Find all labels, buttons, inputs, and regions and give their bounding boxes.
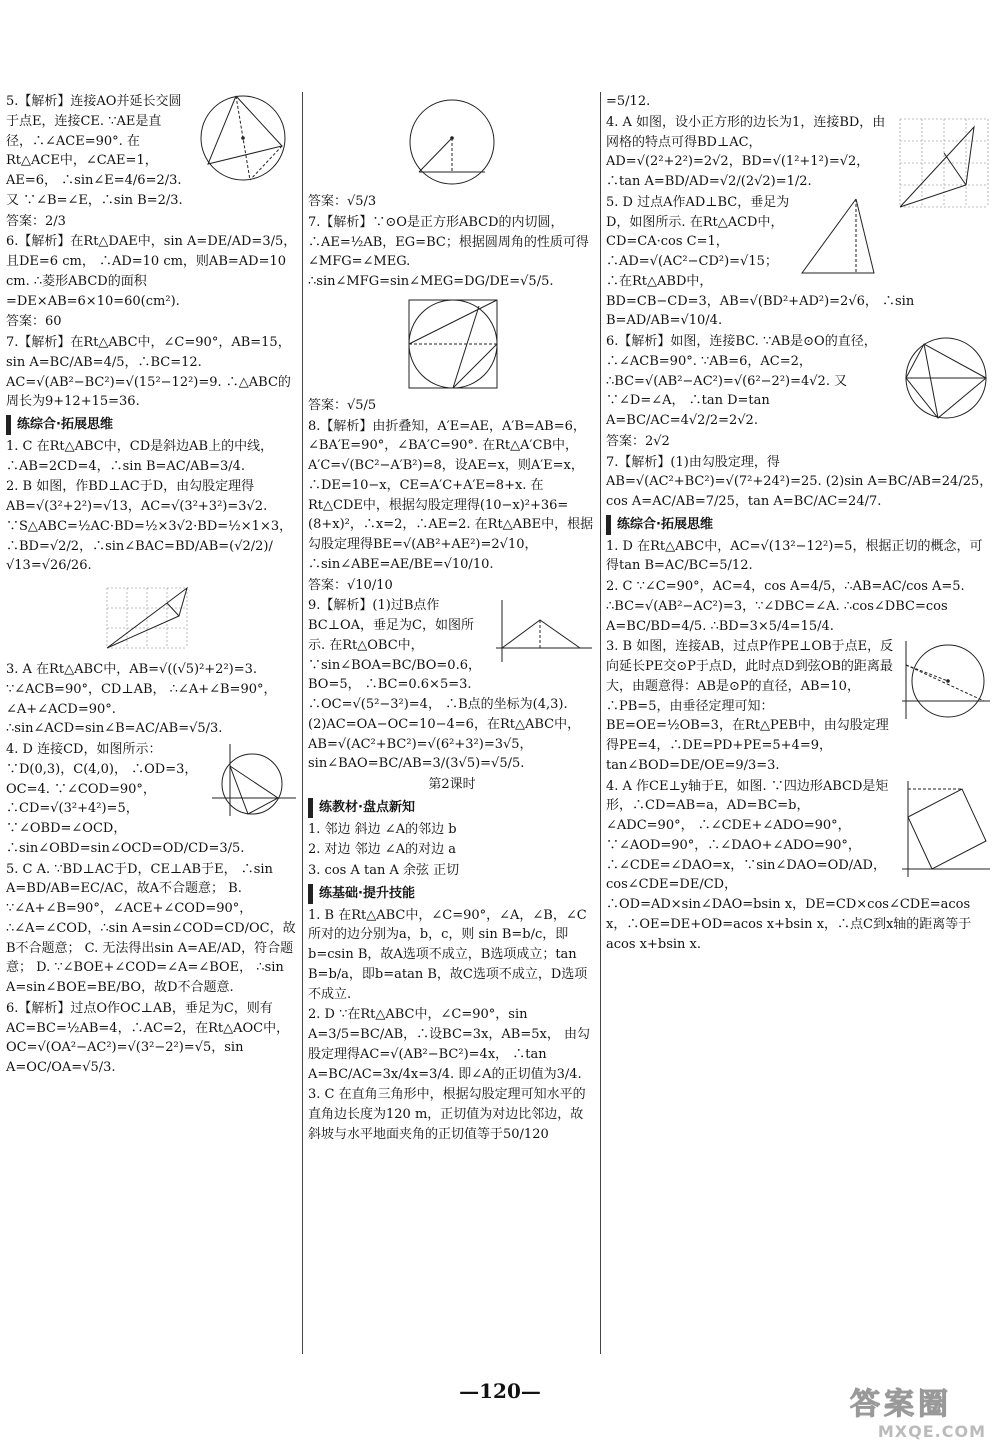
fill-answer-1: 1. 邻边 斜边 ∠A的邻边 b bbox=[308, 821, 457, 837]
continued-fraction: =5/12. bbox=[606, 94, 651, 109]
ex6-analysis: 6.【解析】过点O作OC⊥AB，垂足为C，则有AC=BC=½AB=4，∴AC=2，在Rt△AOC中，OC=√(OA²−AC²)=√(3²−2²)=√5，sin A=OC/OA=√5/3. bbox=[6, 1000, 290, 1075]
column-divider-2 bbox=[600, 92, 601, 1354]
q8-answer: 答案：√10/10 bbox=[308, 577, 393, 593]
q5-analysis: 5.【解析】连接AO并延长交圆于点E，连接CE. ∵AE是直径，∴∠ACE=90°. 在Rt△ACE中，∠CAE=1，AE=6， ∴sin∠E=4/6=2/3. 又 ∵∠B=∠E，∴sin B=2/3. bbox=[6, 94, 183, 208]
column-2 bbox=[308, 92, 596, 1146]
section-header-comprehensive: 练综合·拓展思维 bbox=[6, 415, 298, 435]
fill-answer-3: 3. cos A tan A 余弦 正切 bbox=[308, 863, 460, 878]
basic-1-solution: 1. B 在Rt△ABC中，∠C=90°，∠A，∠B，∠C所对的边分别为a，b，c，则 sin B=b/c，即b=csin B，故A选项不成立，B选项成立；tan B=b/a，即b=atan B，故C选项不成立，D选项不成立. bbox=[308, 907, 588, 1002]
column-1 bbox=[6, 92, 298, 1079]
n7-analysis: 7.【解析】(1)由勾股定理，得AB=√(AC²+BC²)=√(7²+24²)=25. (2)sin A=BC/AB=24/25，cos A=AC/AB=7/25，tan A=BC/AC=24/7. bbox=[606, 454, 993, 509]
q8-analysis: 8.【解析】由折叠知，A′E=AE，A′B=AB=6，∠BA′E=90°，∠BA′C=90°. 在Rt△A′CB中，A′C=√(BC²−A′B²)=8，设AE=x，则A′E=x，∴DE=10−x，CE=A′C+A′E=8+x. 在Rt△CDE中，根据勾股定理得(10−x)²+36=(8+x)²，∴x=2，∴AE=2. 在Rt△ABE中，根据勾股定理得BE=√(AB²+AE²)=2√10，∴sin∠ABE=AE/BE=√10/10. bbox=[308, 418, 594, 572]
q7-answer-col2: 答案：√5/5 bbox=[308, 397, 377, 413]
circle-figure-n6 bbox=[898, 332, 994, 424]
n4-solution: 4. A 如图，设小正方形的边长为1，连接BD，由网格的特点可得BD⊥AC，AD=√(2²+2²)=2√2，BD=√(1²+1²)=√2，∴tan A=BD/AD=√2/(2√2)=1/2. bbox=[606, 114, 886, 189]
ex5-solution: 5. C A. ∵BD⊥AC于D，CE⊥AB于E， ∴sin A=BD/AB=EC/AC，故A不合题意； B. ∵∠A+∠B=90°，∠ACE+∠COD=90°，∴∠A=∠COD，∴sin A=sin∠COD=CD/OC，故B不合题意； C. 无法得出sin A=AE/AD，符合题意； D. ∵∠BOE+∠COD=∠A=∠BOE， ∴sin A=sin∠BOE=BE/BO，故D不合题意. bbox=[6, 861, 296, 995]
section-header-comprehensive-col3: 练综合·拓展思维 bbox=[606, 515, 994, 535]
ex3-solution: 3. A 在Rt△ABC中，AB=√((√5)²+2²)=3. ∵∠ACB=90°，CD⊥AB， ∴∠A+∠B=90°，∠A+∠ACD=90°. ∴sin∠ACD=sin∠B=AC/AB=√5/3. bbox=[6, 662, 277, 737]
q9-analysis: 9.【解析】(1)过B点作BC⊥OA，垂足为C，如图所示. 在Rt△OBC中， ∵sin∠BOA=BC/BO=0.6， BO=5， ∴BC=0.6×5=3. ∴OC=√(5²−3²)=4， ∴B点的坐标为(4,3). (2)AC=OA−OC=10−4=6，在Rt△ABC中，AB=√(AC²+BC²)=√(6²+3²)=3√5， sin∠BAO=BC/AB=3/(3√5)=√5/5. bbox=[308, 598, 581, 772]
triangle-figure-n5 bbox=[794, 193, 890, 281]
circle-axes-figure-q3 bbox=[898, 637, 994, 723]
watermark-brand: 答案圈 bbox=[850, 1387, 952, 1422]
q7-analysis-col2: 7.【解析】∵⊙O是正方形ABCD的内切圆， ∴AE=½AB，EG=BC；根据圆周角的性质可得∠MFG=∠MEG. ∴sin∠MFG=sin∠MEG=DG/DE=√5/5. bbox=[308, 214, 589, 289]
q7-analysis: 7.【解析】在Rt△ABC中，∠C=90°，AB=15，sin A=BC/AB=4/5，∴BC=12. AC=√(AB²−BC²)=√(15²−12²)=9. ∴△ABC的周长为9+12+15=36. bbox=[6, 335, 291, 410]
q5-answer: 答案：2/3 bbox=[6, 213, 66, 229]
q1-solution-col3: 1. D 在Rt△ABC中，AC=√(13²−12²)=5，根据正切的概念，可得tan B=AC/BC=5/12. bbox=[606, 538, 983, 574]
square-incircle-figure bbox=[397, 294, 507, 394]
q6-answer-col2: 答案：√5/3 bbox=[308, 194, 377, 209]
fill-answer-2: 2. 对边 邻边 ∠A的对边 a bbox=[308, 842, 456, 858]
grid-figure-ex2 bbox=[97, 578, 207, 658]
n5-solution: 5. D 过点A作AD⊥BC，垂足为D，如图所示. 在Rt△ACD中，CD=CA·cos C=1， ∴AD=√(AC²−CD²)=√15； ∴在Rt△ABD中，BD=CB−CD=3，AB=√(BD²+AD²)=2√6， ∴sin B=AD/AB=√10/4. bbox=[606, 194, 915, 329]
basic-3-solution: 3. C 在直角三角形中，根据勾股定理可知水平的直角边长度为120 m，正切值为对边比邻边，故斜坡与水平地面夹角的正切值等于50/120 bbox=[308, 1087, 586, 1142]
n6-answer: 答案：2√2 bbox=[606, 433, 670, 449]
lesson-title: 第2课时 bbox=[428, 777, 476, 792]
q2-solution-col3: 2. C ∵∠C=90°，AC=4，cos A=4/5，∴AB=AC/cos A=5. ∴BC=√(AB²−AC²)=3，∵∠DBC=∠A. ∴cos∠DBC=cos A=BC/BD=4/5. ∴BD=3×5/4=15/4. bbox=[606, 579, 965, 634]
n6-analysis: 6.【解析】如图，连接BC. ∵AB是⊙O的直径， ∴∠ACB=90°. ∵AB=6，AC=2， ∴BC=√(AB²−AC²)=√(6²−2²)=4√2. 又∵∠D=∠A， ∴tan D=tan A=BC/AC=4√2/2=2√2. bbox=[606, 334, 877, 428]
circle-axes-figure-ex4 bbox=[208, 740, 298, 820]
column-3 bbox=[606, 92, 994, 955]
page-number: —120— bbox=[459, 1379, 541, 1403]
basic-2-solution: 2. D ∵在Rt△ABC中，∠C=90°，sin A=3/5=BC/AB，∴设BC=3x，AB=5x， 由勾股定理得AC=√(AB²−BC²)=4x， ∴tan A=BC/AC=3x/4x=3/4. 即∠A的正切值为3/4. bbox=[308, 1007, 590, 1082]
circle-figure-q5 bbox=[188, 92, 298, 184]
watermark-url: MXQE.COM bbox=[877, 1422, 986, 1441]
circle-chord-figure bbox=[397, 94, 507, 190]
q6-answer: 答案：60 bbox=[6, 314, 62, 330]
ex2-solution: 2. B 如图，作BD⊥AC于D，由勾股定理得AB=√(3²+2²)=√13，AC=√(3²+3²)=3√2. ∵S△ABC=½AC·BD=½×3√2·BD=½×1×3，∴BD=√2/2，∴sin∠BAC=BD/AB=(√2/2)/√13=√26/26. bbox=[6, 479, 293, 574]
ex1-solution: 1. C 在Rt△ABC中，CD是斜边AB上的中线， ∴AB=2CD=4，∴sin B=AC/AB=3/4. bbox=[6, 438, 274, 474]
grid-figure-n4 bbox=[894, 113, 994, 213]
section-header-textbook: 练教材·盘点新知 bbox=[308, 798, 596, 818]
section-header-basics: 练基础·提升技能 bbox=[308, 884, 596, 904]
rectangle-axes-figure-q4 bbox=[898, 777, 994, 881]
q4-solution-col3: 4. A 作CE⊥y轴于E，如图. ∵四边形ABCD是矩形，∴CD=AB=a，AD=BC=b，∠ADC=90°， ∴∠CDE+∠ADO=90°， ∵∠AOD=90°，∴∠DAO+∠ADO=90°，∴∠CDE=∠DAO=x，∵sin∠DAO=OD/AD，cos∠CDE=DE/CD，∴OD=AD×sin∠DAO=bsin x，DE=CD×cos∠CDE=acos x，∴OE=DE+OD=acos x+bsin x，∴点C到x轴的距离等于acos x+bsin x. bbox=[606, 778, 972, 952]
q3-solution-col3: 3. B 如图，连接AB，过点P作PE⊥OB于点E，反向延长PE交⊙P于点D，此时点D到弦OB的距离最大，由题意得：AB是⊙P的直径，AB=10， ∴PB=5，由垂径定理可知：BE=OE=½OB=3，在Rt△PEB中，由勾股定理得PE=4，∴DE=PD+PE=5+4=9，tan∠BOD=DE/OE=9/3=3. bbox=[606, 639, 894, 773]
column-divider-1 bbox=[302, 92, 303, 1354]
q6-analysis: 6.【解析】在Rt△DAE中，sin A=DE/AD=3/5，且DE=6 cm， ∴AD=10 cm，则AB=AD=10 cm. ∴菱形ABCD的面积=DE×AB=6×10=60(cm²). bbox=[6, 234, 297, 309]
ex4-solution: 4. D 连接CD，如图所示： ∵D(0,3)，C(4,0)， ∴OD=3，OC=4. ∵∠COD=90°， ∴CD=√(3²+4²)=5， ∵∠OBD=∠OCD， ∴sin∠OBD=sin∠OCD=OD/CD=3/5. bbox=[6, 742, 245, 856]
coordinate-triangle-figure bbox=[492, 596, 596, 666]
